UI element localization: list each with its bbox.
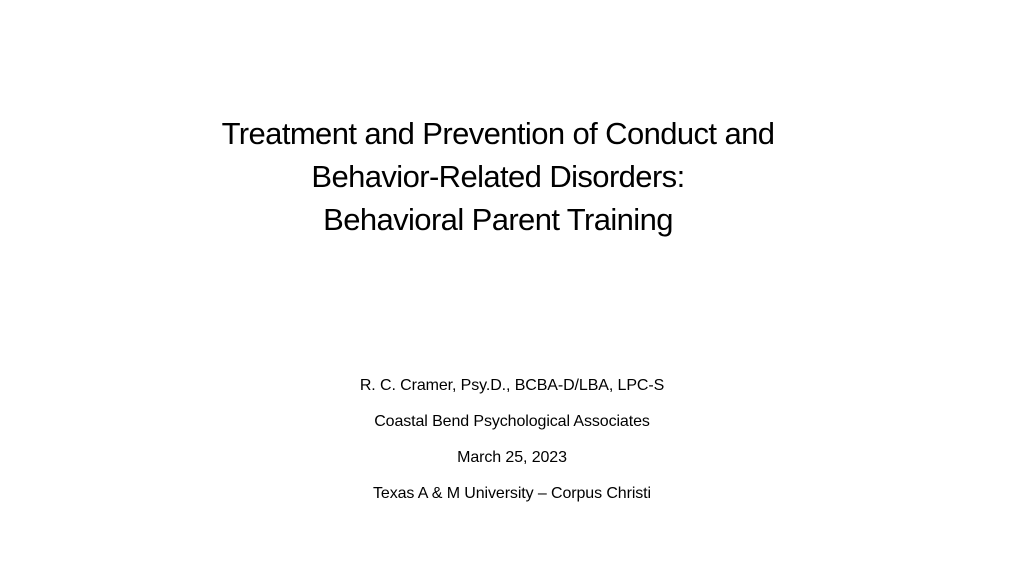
title-line-1: Treatment and Prevention of Conduct and bbox=[221, 116, 775, 151]
venue-name: Texas A & M University – Corpus Christi bbox=[373, 485, 651, 502]
title-line-3: Behavioral Parent Training bbox=[323, 202, 673, 237]
slide-subtitle bbox=[262, 368, 762, 512]
title-line-2: Behavior-Related Disorders: bbox=[311, 159, 685, 194]
slide-title bbox=[140, 112, 856, 241]
presentation-date: March 25, 2023 bbox=[457, 449, 567, 466]
organization-name: Coastal Bend Psychological Associates bbox=[374, 413, 650, 430]
presenter-credentials: R. C. Cramer, Psy.D., BCBA-D/LBA, LPC-S bbox=[359, 377, 665, 394]
